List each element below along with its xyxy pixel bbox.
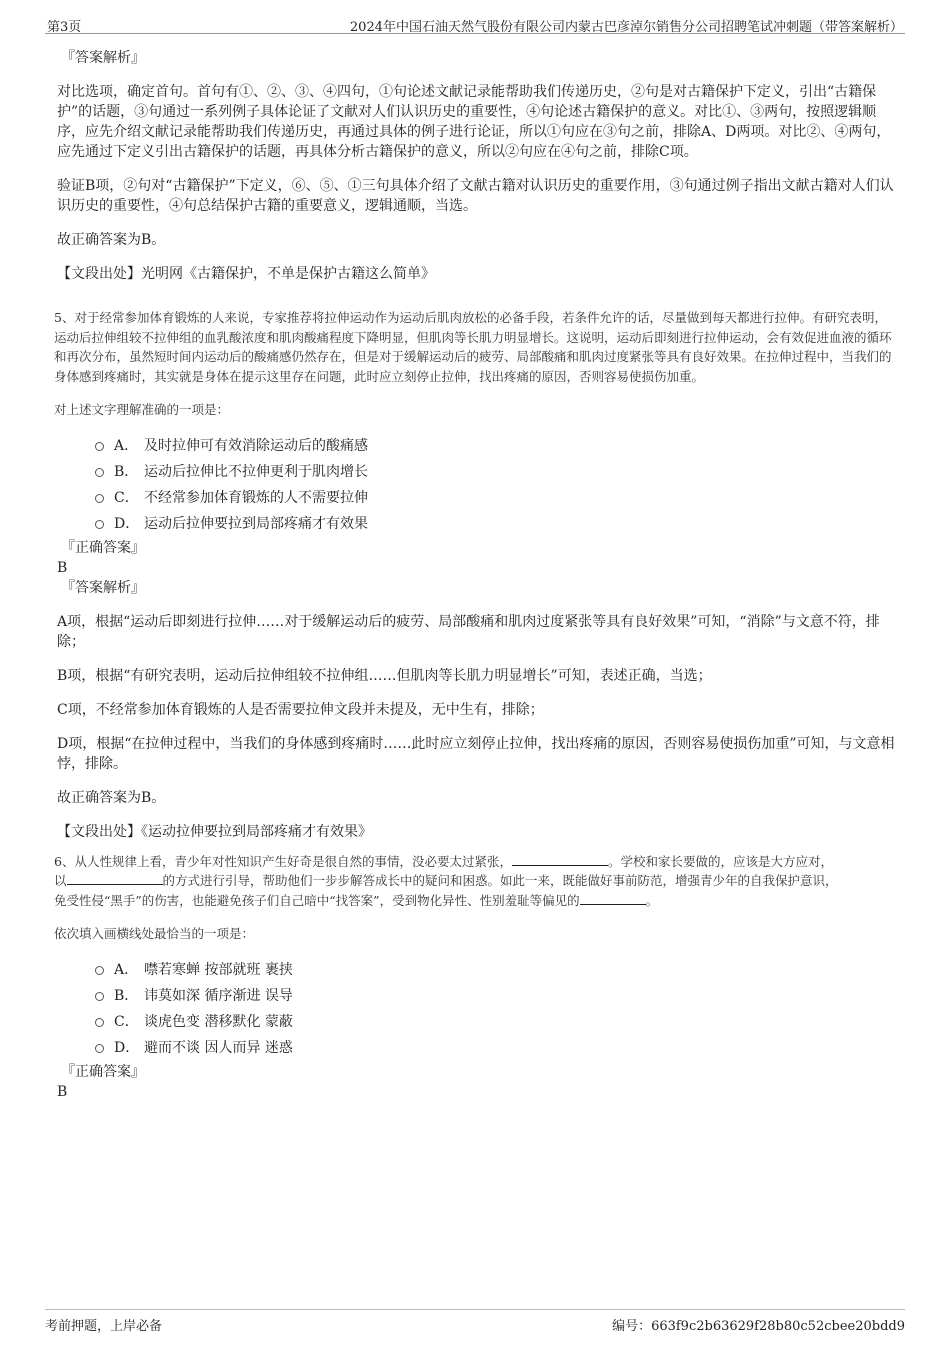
q4-conclusion: 故正确答案为B。 [57,232,166,248]
q5-options [57,432,895,536]
q4-analysis-label: 『答案解析』 [61,50,145,66]
q5-analysis-d: D项，根据“在拉伸过程中，当我们的身体感到疼痛时……此时应立刻停止拉伸，找出疼痛的原因，否则容易使损伤加重”可知，与文意相悖，排除。 [57,735,895,772]
q5-question: 对上述文字理解准确的一项是： [54,402,230,417]
q4-analysis-para2: 验证B项，②句对“古籍保护”下定义，⑥、⑤、①三句具体介绍了文献古籍对认识历史的重要作用，③句通过例子指出文献古籍对人们认识历史的重要性，④句总结保护古籍的重要意义，逻辑通顺，当选。 [57,178,894,214]
q5-analysis-c: C项，不经常参加体育锻炼的人是否需要拉伸文段并未提及，无中生有，排除； [57,701,544,718]
blank-2 [67,871,163,885]
q5-option-c[interactable]: C． 不经常参加体育锻炼的人不需要拉伸 [95,484,895,510]
q6-answer: B [57,1083,68,1100]
document-id: 编号：663f9c2b63629f28b80c52cbee20bdd9 [612,1319,905,1334]
q6-answer-label: 『正确答案』 [61,1063,145,1080]
q5-option-b[interactable]: B． 运动后拉伸比不拉伸更利于肌肉增长 [95,458,895,484]
q5-stem: 5、对于经常参加体育锻炼的人来说，专家推荐将拉伸运动作为运动后肌肉放松的必备手段，若条件允许的话，尽量做到每天都进行拉伸。有研究表明，运动后拉伸组较不拉伸组的血乳酸浓度和肌肉酸痛程度下降明显，但肌肉等长肌力明显增长。这说明，运动后即刻进行拉伸运动，会有效促进血液的循环和再次分布，虽然短时间内运动后的酸痛感仍然存在，但是对于缓解运动后的疲劳、局部酸痛和肌肉过度紧张等具有良好效果。在拉伸过程中，当我们的身体感到疼痛时，其实就是身体在提示这里存在问题，此时应立刻停止拉伸，找出疼痛的原因，否则容易使损伤加重。 [54,310,892,384]
radio-icon[interactable] [95,992,104,1001]
q6-question: 依次填入画横线处最恰当的一项是： [54,926,255,941]
page-footer [45,1309,905,1333]
radio-icon[interactable] [95,494,104,503]
q4-analysis-para1: 对比选项，确定首句。首句有①、②、③、④四句，①句论述文献记录能帮助我们传递历史，②句是对古籍保护下定义，引出“古籍保护”的话题，③句通过一系列例子具体论证了文献对人们认识历史的重要性，④句论述古籍保护的意义。对比①、③两句，按照逻辑顺序，应先介绍文献记录能帮助我们传递历史，再通过具体的例子进行论证，所以①句应在③句之前，排除A、D两项。对比②、④两句，应先通过下定义引出古籍保护的话题，再具体分析古籍保护的意义，所以②句应在④句之前，排除C项。 [57,84,891,160]
radio-icon[interactable] [95,520,104,529]
page-content [54,48,895,1102]
radio-icon[interactable] [95,966,104,975]
q5-conclusion: 故正确答案为B。 [57,789,166,806]
q5-source: 【文段出处】《运动拉伸要拉到局部疼痛才有效果》 [57,823,372,840]
q6-option-a[interactable]: A． 噤若寒蝉 按部就班 裹挟 [95,956,895,982]
q6-option-b[interactable]: B． 讳莫如深 循序渐进 误导 [95,982,895,1008]
q4-source: 【文段出处】光明网《古籍保护，不单是保护古籍这么简单》 [57,266,435,282]
q5-analysis-label: 『答案解析』 [61,579,145,596]
q5-answer: B [57,559,68,576]
radio-icon[interactable] [95,468,104,477]
radio-icon[interactable] [95,442,104,451]
q5-answer-label: 『正确答案』 [61,539,145,556]
page-header [45,14,905,34]
blank-3 [580,891,646,905]
radio-icon[interactable] [95,1018,104,1027]
q6-stem: 6、从人性规律上看，青少年对性知识产生好奇是很自然的事情，没必要太过紧张， 。学校和家长要做的，应该是大方应对， 以 的方式进行引导，帮助他们一步步解答成长中的疑问和困惑。如此一来，既能做好事前防范，增强青少年的自我保护意识， 免受性侵“黑手”的伤害，也能避免孩子们自己暗中“找答案”，受到物化异性、性别羞耻等偏见的 。 [54,853,838,908]
footer-slogan: 考前押题，上岸必备 [45,1319,163,1334]
q5-option-a[interactable]: A． 及时拉伸可有效消除运动后的酸痛感 [95,432,895,458]
q5-option-d[interactable]: D． 运动后拉伸要拉到局部疼痛才有效果 [95,510,895,536]
q5-analysis-a: A项，根据“运动后即刻进行拉伸……对于缓解运动后的疲劳、局部酸痛和肌肉过度紧张等具有良好效果”可知，“消除”与文意不符，排除； [57,613,880,650]
q6-option-c[interactable]: C． 谈虎色变 潜移默化 蒙蔽 [95,1008,895,1034]
q6-option-d[interactable]: D． 避而不谈 因人而异 迷惑 [95,1034,895,1060]
radio-icon[interactable] [95,1044,104,1053]
q6-options [57,956,895,1060]
page-number: 第3页 [47,20,82,35]
blank-1 [512,852,608,866]
q5-analysis-b: B项，根据“有研究表明，运动后拉伸组较不拉伸组……但肌肉等长肌力明显增长”可知，表述正确，当选； [57,667,712,684]
document-title: 2024年中国石油天然气股份有限公司内蒙古巴彦淖尔销售分公司招聘笔试冲刺题（带答案解析） [349,20,903,35]
